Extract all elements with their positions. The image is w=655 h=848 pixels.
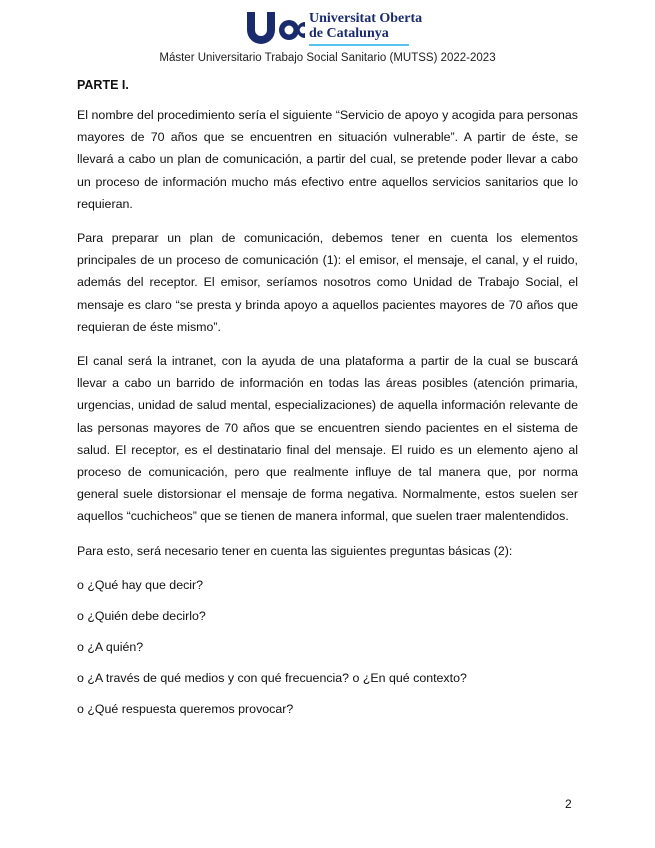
uoc-logo-text: Universitat Oberta de Catalunya — [309, 11, 423, 41]
question-item: o ¿A través de qué medios y con qué frecuencia? o ¿En qué contexto? — [77, 670, 467, 685]
paragraph: Para esto, será necesario tener en cuenta las siguientes preguntas básicas (2): — [77, 543, 513, 558]
paragraph: El canal será la intranet, con la ayuda de una plataforma a partir de la cual se buscará llevar a cabo un barrido de información en todas las áreas posibles (atención primaria, urgencias, unidad de salud mental, especializaciones) de aquella información relevante de las personas mayores de 70 años que se encuentren siendo pacientes en el sistema de salud. El receptor, es el destinatario final del mensaje. El ruido es un elemento ajeno al proceso de comunicación, pero que realmente influye de tal manera que, por norma general suele distorsionar el mensaje de forma negativa. Normalmente, estos suelen ser aquellos “cuchicheos” que se tienen de manera informal, que suelen traer malentendidos. — [77, 354, 578, 524]
question-item: o ¿Qué hay que decir? — [77, 577, 204, 592]
paragraph: El nombre del procedimiento sería el siguiente “Servicio de apoyo y acogida para personas mayores de 70 años que se encuentren en situación vulnerable”. A partir de éste, se llevará a cabo un plan de comunicación, a partir del cual, se pretende poder llevar a cabo un proceso de información mucho más efectivo entre aquellos servicios sanitarios que lo requieran. — [77, 108, 578, 211]
page-number: 2 — [565, 797, 572, 811]
section-heading: PARTE I. — [77, 78, 129, 92]
paragraph: Para preparar un plan de comunicación, debemos tener en cuenta los elementos principales de un proceso de comunicación (1): el emisor, el mensaje, el canal, y el ruido, además del receptor. El emisor, seríamos nosotros como Unidad de Trabajo Social, el mensaje es claro “se presta y brinda apoyo a aquellos pacientes mayores de 70 años que requieran de éste mismo”. — [77, 231, 578, 334]
header-subtitle: Máster Universitario Trabajo Social Sanitario (MUTSS) 2022-2023 — [159, 52, 496, 64]
logo-underline — [309, 44, 409, 46]
uoc-logo-mark — [245, 8, 307, 48]
uoc-logo — [245, 8, 423, 48]
question-item: o ¿A quién? — [77, 639, 144, 654]
question-item: o ¿Quién debe decirlo? — [77, 608, 206, 623]
question-item: o ¿Qué respuesta queremos provocar? — [77, 701, 294, 716]
main-content — [77, 78, 578, 731]
